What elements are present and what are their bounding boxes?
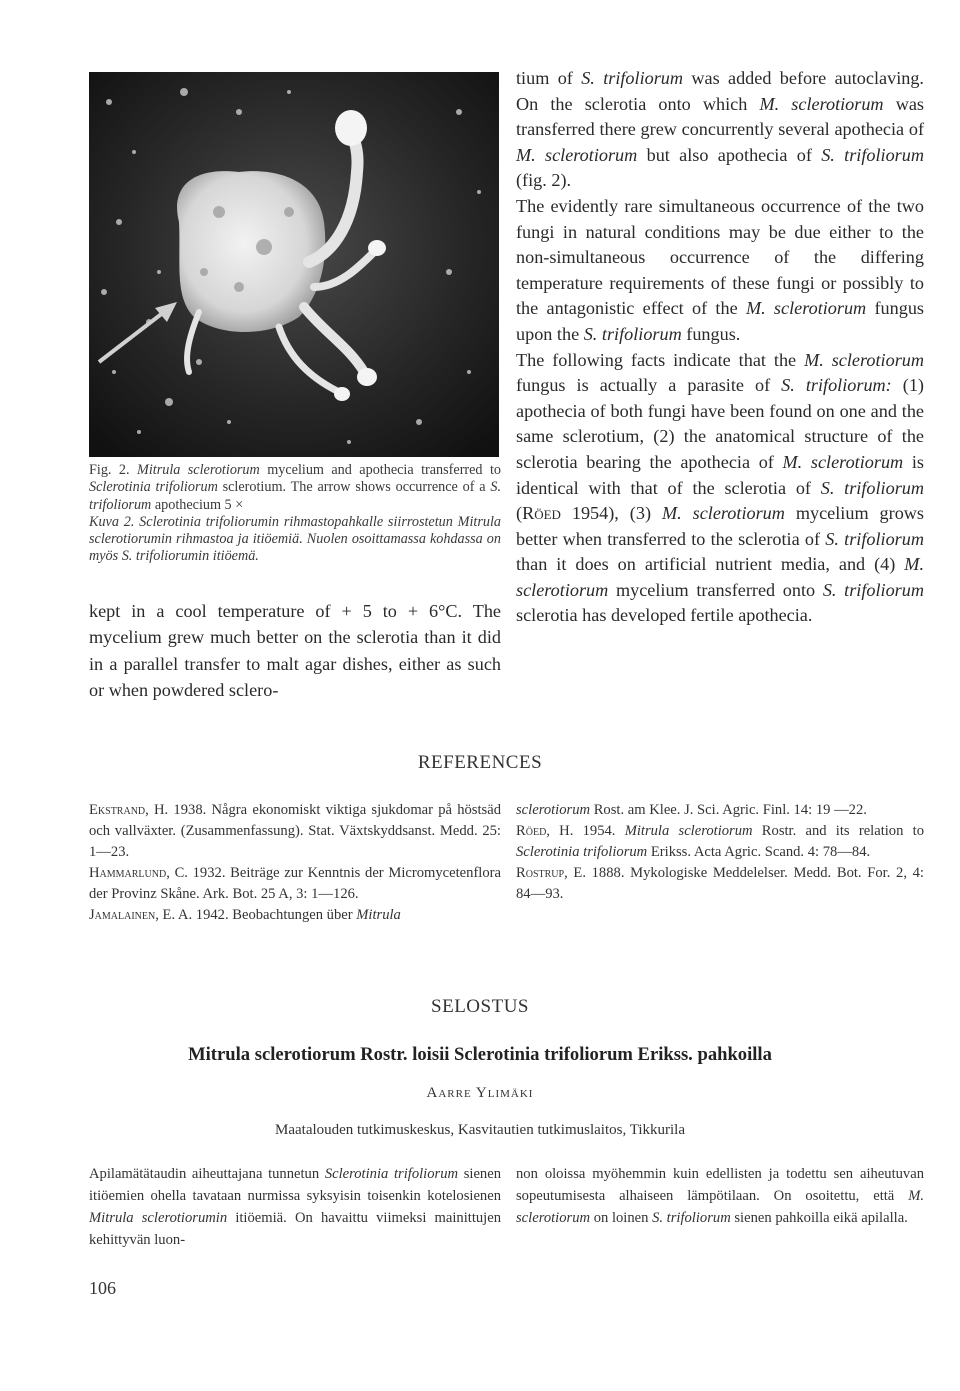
- paragraph: kept in a cool temperature of + 5 to + 6°C. The mycelium grew much better on the sclerotia than it did in a parallel transfer to malt agar dishes, either as such or when powdered sclero-: [89, 601, 501, 701]
- references-heading: REFERENCES: [417, 752, 543, 773]
- selostus-title: Mitrula sclerotiorum Rostr. loisii Sclerotinia trifoliorum Erikss. pahkoilla: [188, 1044, 772, 1065]
- reference-item: Rostrup, E. 1888. Mykologiske Meddelelser. Medd. Bot. For. 2, 4: 84—93.: [516, 865, 924, 902]
- left-column-text: [89, 598, 501, 704]
- reference-item-continued: sclerotiorum Rost. am Klee. J. Sci. Agric. Finl. 14: 19 —22.: [516, 802, 867, 818]
- reference-item: Jamalainen, E. A. 1942. Beobachtungen über Mitrula: [89, 907, 401, 923]
- reference-item: Hammarlund, C. 1932. Beiträge zur Kenntnis der Micromycetenflora der Provinz Skåne. Ark. Bot. 25 A, 3: 1—126.: [89, 865, 501, 902]
- selostus-heading: SELOSTUS: [431, 996, 529, 1017]
- right-column-text: [516, 66, 924, 629]
- references-left: [89, 800, 501, 926]
- references-right: [516, 800, 924, 905]
- figure-caption: [89, 462, 501, 566]
- author-name: Aarre Ylimäki: [426, 1085, 534, 1101]
- abstract-right: [516, 1163, 924, 1229]
- abstract-left: [89, 1163, 501, 1251]
- paragraph: The evidently rare simultaneous occurrence of the two fungi in natural conditions may be due either to the non-simultaneous occurrence of the differing temperature requirements of these fungi or possibly to the antagonistic effect of the M. sclerotiorum fungus upon the S. trifoliorum fungus.: [516, 195, 924, 344]
- paragraph: non oloissa myöhemmin kuin edellisten ja todettu sen aiheutuvan sopeutumisesta alhaiseen lämpötilaan. On osoitettu, että M. sclerotiorum on loinen S. trifoliorum sienen pahkoilla eikä apilalla.: [516, 1166, 924, 1226]
- paragraph: tium of S. trifoliorum was added before autoclaving. On the sclerotia onto which M. sclerotiorum was transferred there grew concurrently several apothecia of M. sclerotiorum but also apothecia of S. trifoliorum (fig. 2).: [516, 68, 924, 191]
- caption-english: Fig. 2. Mitrula sclerotiorum mycelium and apothecia transferred to Sclerotinia trifoliorum sclerotium. The arrow shows occurrence of a S. trifoliorum apothecium 5 ×: [89, 462, 501, 513]
- figure-photograph: [89, 72, 499, 457]
- paragraph: The following facts indicate that the M. sclerotiorum fungus is actually a parasite of S. trifoliorum: (1) apothecia of both fungi have been found on one and the same sclerotium, (2) the anatomical structure of the sclerotia bearing the apothecia of M. sclerotiorum is identical with that of the sclerotia of S. trifoliorum (Röed 1954), (3) M. sclerotiorum mycelium grows better when transferred to the sclerotia of S. trifoliorum than it does on artificial nutrient media, and (4) M. sclerotiorum mycelium transferred onto S. trifoliorum sclerotia has developed fertile apothecia.: [516, 349, 924, 626]
- reference-item: Röed, H. 1954. Mitrula sclerotiorum Rostr. and its relation to Sclerotinia trifoliorum Erikss. Acta Agric. Scand. 4: 78—84.: [516, 823, 924, 860]
- caption-finnish: Kuva 2. Sclerotinia trifoliorumin rihmastopahkalle siirrostetun Mitrula sclerotiorumin rihmastoa ja itiöemiä. Nuolen osoittamassa kohdassa on myös S. trifoliorumin itiöemä.: [89, 513, 501, 565]
- page-number: 106: [89, 1278, 116, 1298]
- photo-illustration: [89, 72, 499, 457]
- reference-item: Ekstrand, H. 1938. Några ekonomiskt viktiga sjukdomar på höstsäd och vallväxter. (Zusammenfassung). Stat. Växtskyddsanst. Medd. 25: 1—23.: [89, 802, 501, 860]
- paragraph: Apilamätätaudin aiheuttajana tunnetun Sclerotinia trifoliorum sienen itiöemien ohella tavataan nurmissa syksyisin toisenkin kotelosienen Mitrula sclerotiorumin itiöemiä. On havaittu viimeksi mainittujen kehittyvän luon-: [89, 1166, 502, 1248]
- institution: Maatalouden tutkimuskeskus, Kasvitautien tutkimuslaitos, Tikkurila: [275, 1122, 685, 1138]
